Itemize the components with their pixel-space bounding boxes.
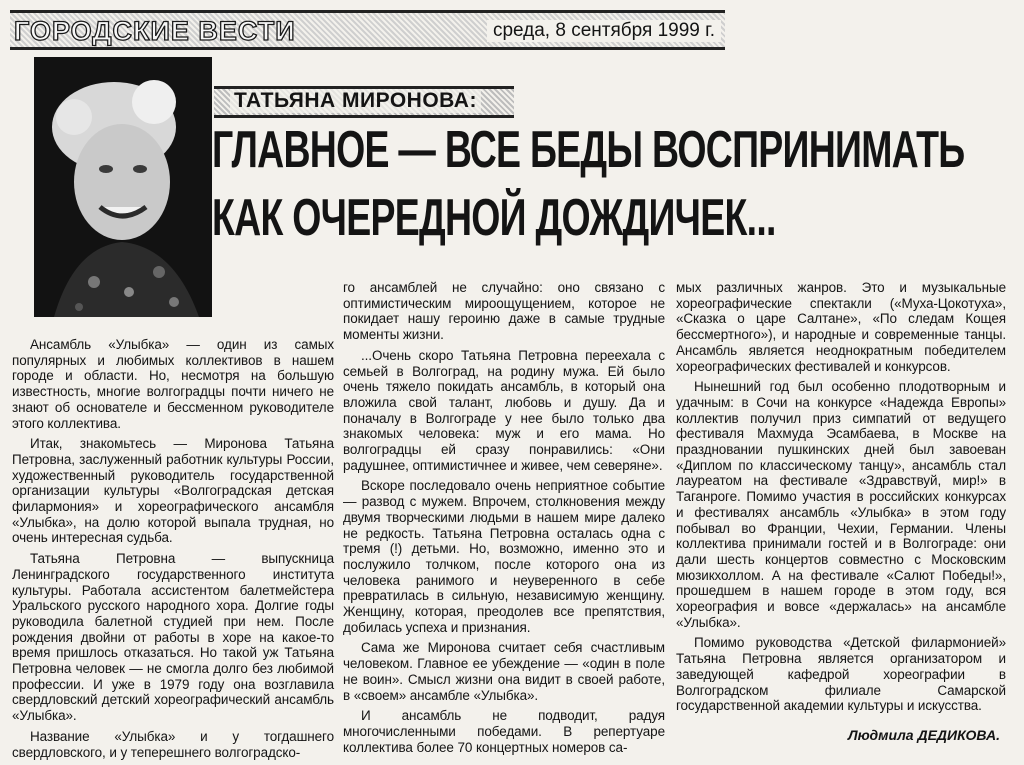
paragraph: Название «Улыбка» и у тогдашнего свердловского, и у теперешнего волгоградско- xyxy=(12,728,334,760)
author-byline: Людмила ДЕДИКОВА. xyxy=(847,727,1000,743)
kicker-text: ТАТЬЯНА МИРОНОВА: xyxy=(230,89,481,113)
paragraph: Итак, знакомьтесь — Миронова Татьяна Петровна, заслуженный работник культуры России, художественный руководитель государственной организации культуры «Волгоградская детская филармония» и хореографического ансамбля «Улыбка», на долю которой выпала трудная, но очень интересная судьба. xyxy=(12,436,334,546)
paragraph: Нынешний год был особенно плодотворным и удачным: в Сочи на конкурсе «Надежда Европы» коллектив получил приз симпатий от ведущего фестиваля Махмуда Эсамбаева, в Москве на праздновании пушкинских дней был завоеван «Диплом по классическому танцу», ансамбль стал лауреатом на фестивале «Здравствуй, мир!» в Таганроге. Помимо участия в российских конкурсах и фестивалях ансамбль «Улыбка» в этом году побывал во Франции, Чехии, Германии. Члены коллектива принимали гостей и в Волгограде: они дали шесть концертов совместно с Московским мюзикхоллом. А на фестивале «Салют Победы!», прошедшем в нашем городе в этом году, вся хореография и вовсе «держалась» на ансамбле «Улыбка». xyxy=(676,379,1006,630)
text-column-2 xyxy=(343,280,665,760)
text-column-1 xyxy=(12,337,334,765)
paragraph: Ансамбль «Улыбка» — один из самых популярных и любимых коллективов в нашем городе и области. Но, несмотря на большую известность, многие волгоградцы почти ничего не знают об основателе и бессменном руководителе этого коллектива. xyxy=(12,337,334,431)
paragraph: мых различных жанров. Это и музыкальные хореографические спектакли («Муха-Цокотуха», «Сказка о царе Салтане», «По следам Кощея бессмертного»), и народные и современные танцы. Ансамбль является неоднократным победителем хореографических фестивалей и конкурсов. xyxy=(676,280,1006,374)
text-column-3 xyxy=(676,280,1006,719)
paragraph: Татьяна Петровна — выпускница Ленинградского государственного института культуры. Работала ассистентом балетмейстера Уральского русского народного хора. Долгие годы руководила балетной студией при нем. После рождения двойни от работы в хоре на какое-то время пришлось отказаться. Но такой уж Татьяна Петровна человек — не смогла долго без любимой профессии. И уже в 1979 году она возглавила свердловский детский хореографический ансамбль «Улыбка». xyxy=(12,551,334,724)
newspaper-title: ГОРОДСКИЕ ВЕСТИ xyxy=(14,16,296,46)
paragraph: го ансамблей не случайно: оно связано с оптимистическим мироощущением, которое не покидает нашу героиню даже в самые трудные моменты жизни. xyxy=(343,280,665,343)
paragraph: Помимо руководства «Детской филармонией» Татьяна Петровна является организатором и заведующей кафедрой хореографии в Волгоградском филиале Самарской государственной академии культуры и искусства. xyxy=(676,635,1006,714)
masthead xyxy=(10,10,725,50)
paragraph: И ансамбль не подводит, радуя многочисленными победами. В репертуаре коллектива более 70 концертных номеров са- xyxy=(343,708,665,755)
article-kicker xyxy=(214,86,514,118)
article-headline xyxy=(212,116,997,252)
paragraph: Сама же Миронова считает себя счастливым человеком. Главное ее убеждение — «один в поле не воин». Смысл жизни она видит в своей работе, в «своем» ансамбле «Улыбка». xyxy=(343,640,665,703)
paragraph: Вскоре последовало очень неприятное событие — развод с мужем. Впрочем, столкновения между двумя творческими людьми в нашем мире далеко не редкость. Татьяна Петровна осталась одна с тремя (!) детьми. Но, возможно, именно это и послужило толчком, после которого она из человека ранимого и неуверенного в себе превратилась в сильную, независимую женщину. Женщину, которая, преодолев все препятствия, добилась успеха и признания. xyxy=(343,478,665,635)
portrait-photo xyxy=(34,57,212,317)
headline-line-2: КАК ОЧЕРЕДНОЙ ДОЖДИЧЕК... xyxy=(212,189,776,247)
paragraph: ...Очень скоро Татьяна Петровна переехала с семьей в Волгоград, на родину мужа. Ей было очень тяжело покидать ансамбль, в который она вложила свой талант, любовь и душу. Да и поначалу в Волгограде у нее было только два знакомых человека: муж и его мама. Но волгоградцы ей сразу понравились: «Они радушнее, оптимистичнее и живее, чем северяне». xyxy=(343,347,665,473)
headline-line-1: ГЛАВНОЕ — ВСЕ БЕДЫ ВОСПРИНИМАТЬ xyxy=(212,121,965,179)
issue-date: среда, 8 сентября 1999 г. xyxy=(487,20,721,42)
